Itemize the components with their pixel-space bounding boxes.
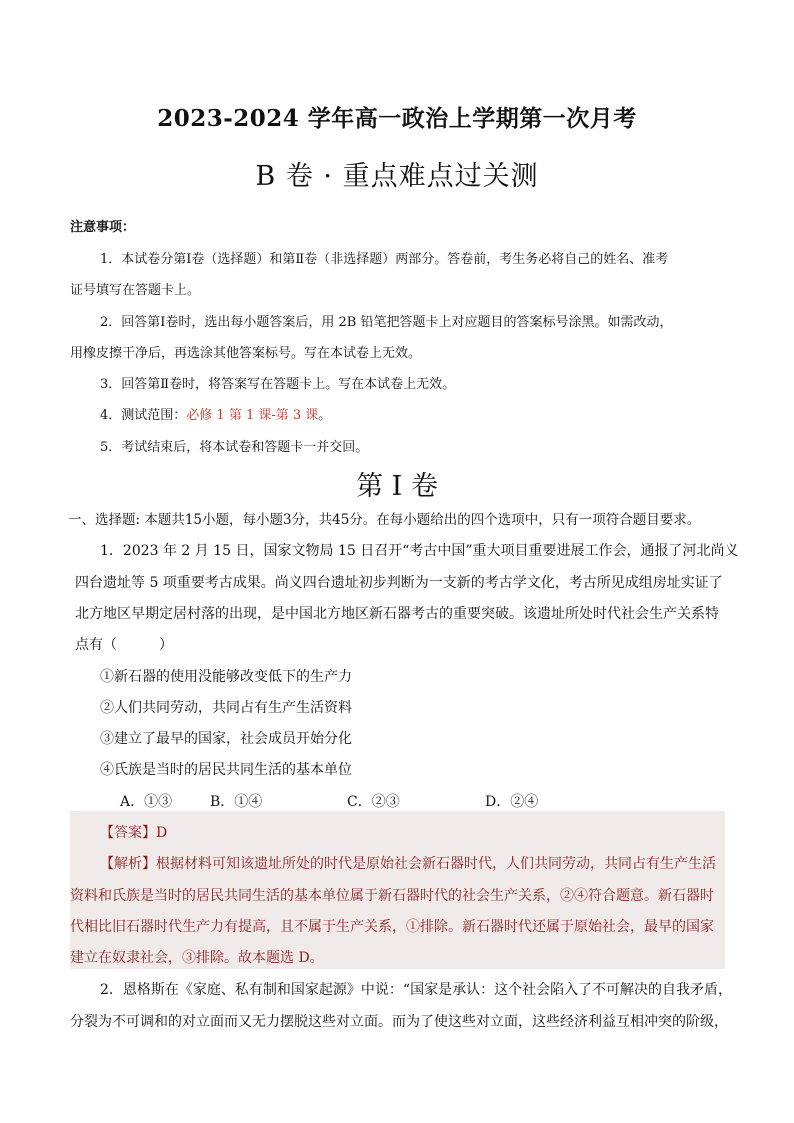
section-title: 第 I 卷	[356, 471, 438, 502]
notice-heading: 注意事项：	[70, 220, 136, 235]
notice-item-1-line-1: 1．本试卷分第Ⅰ卷（选择题）和第Ⅱ卷（非选择题）两部分。答卷前，考生务必将自己的姓名、准考	[100, 252, 669, 267]
q1-option-c: C．②③	[347, 794, 400, 810]
q1-analysis-line-1: 【解析】根据材料可知该遗址所处的时代是原始社会新石器时代，人们共同劳动，共同占有生产生活	[100, 856, 716, 872]
notice-item-4-suffix: 。	[318, 408, 332, 423]
notice-item-2-line-1: 2．回答第Ⅰ卷时，选出每小题答案后，用 2B 铅笔把答题卡上对应题目的答案标号涂黑。如需改动，	[100, 315, 673, 330]
q2-stem-line-1: 2．恩格斯在《家庭、私有制和国家起源》中说：“国家是承认：这个社会陷入了不可解决的自我矛盾，	[100, 982, 733, 998]
q1-statement-4: ④氏族是当时的居民共同生活的基本单位	[100, 762, 352, 778]
q1-stem-line-2: 四台遗址等 5 项重要考古成果。尚义四台遗址初步判断为一支新的考古学文化，考古所见成组房址实证了	[75, 575, 723, 591]
q1-statement-2: ②人们共同劳动，共同占有生产生活资料	[100, 700, 352, 716]
q1-analysis-line-3: 代相比旧石器时代生产力有提高，且不属于生产关系，①排除。新石器时代还属于原始社会，最早的国家	[70, 919, 714, 935]
notice-item-4	[100, 404, 331, 423]
exam-subtitle: B 卷 · 重点难点过关测	[255, 161, 539, 192]
answer-value: D	[156, 825, 168, 841]
q1-option-a: A．①③	[120, 794, 173, 810]
q1-statement-1: ①新石器的使用没能够改变低下的生产力	[100, 669, 352, 685]
answer-label: 【答案】	[100, 825, 156, 841]
notice-item-4-prefix: 4．测试范围：	[100, 408, 187, 423]
notice-item-2-line-2: 用橡皮擦干净后，再选涂其他答案标号。写在本试卷上无效。	[70, 346, 422, 361]
q1-stem-line-3: 北方地区早期定居村落的出现，是中国北方地区新石器考古的重要突破。该遗址所处时代社会生产关系特	[75, 606, 719, 622]
notice-item-1-line-2: 证号填写在答题卡上。	[70, 283, 201, 298]
q1-statement-3: ③建立了最早的国家，社会成员开始分化	[100, 731, 352, 747]
q1-analysis-line-2: 资料和氏族是当时的居民共同生活的基本单位属于新石器时代的社会生产关系，②④符合题意。新石器时	[70, 888, 714, 904]
q2-stem-line-2: 分裂为不可调和的对立面而又无力摆脱这些对立面。而为了使这些对立面，这些经济利益互相冲突的阶级，	[70, 1014, 728, 1030]
notice-item-5: 5．考试结束后，将本试卷和答题卡一并交回。	[100, 440, 369, 455]
notice-item-3: 3．回答第Ⅱ卷时，将答案写在答题卡上。写在本试卷上无效。	[100, 377, 456, 392]
q1-answer	[100, 822, 167, 842]
section-instruction: 一、选择题: 本题共15小题，每小题3分，共45分。在每小题给出的四个选项中，只有一项符合题目要求。	[68, 512, 701, 528]
analysis-label: 【解析】	[100, 856, 156, 872]
q1-stem-line-1: 1．2023 年 2 月 15 日，国家文物局 15 日召开“考古中国”重大项目重要进展工作会，通报了河北尚义	[100, 543, 739, 559]
q1-option-d: D．②④	[485, 794, 539, 810]
test-range-text: 必修 1 第 1 课-第 3 课	[186, 408, 319, 423]
exam-title: 2023-2024 学年高一政治上学期第一次月考	[157, 105, 637, 132]
q1-option-b: B．①④	[210, 794, 263, 810]
q1-analysis-line-4: 建立在奴隶社会，③排除。故本题选 D。	[70, 950, 324, 966]
q1-stem-line-4: 点有（ ）	[75, 637, 173, 653]
